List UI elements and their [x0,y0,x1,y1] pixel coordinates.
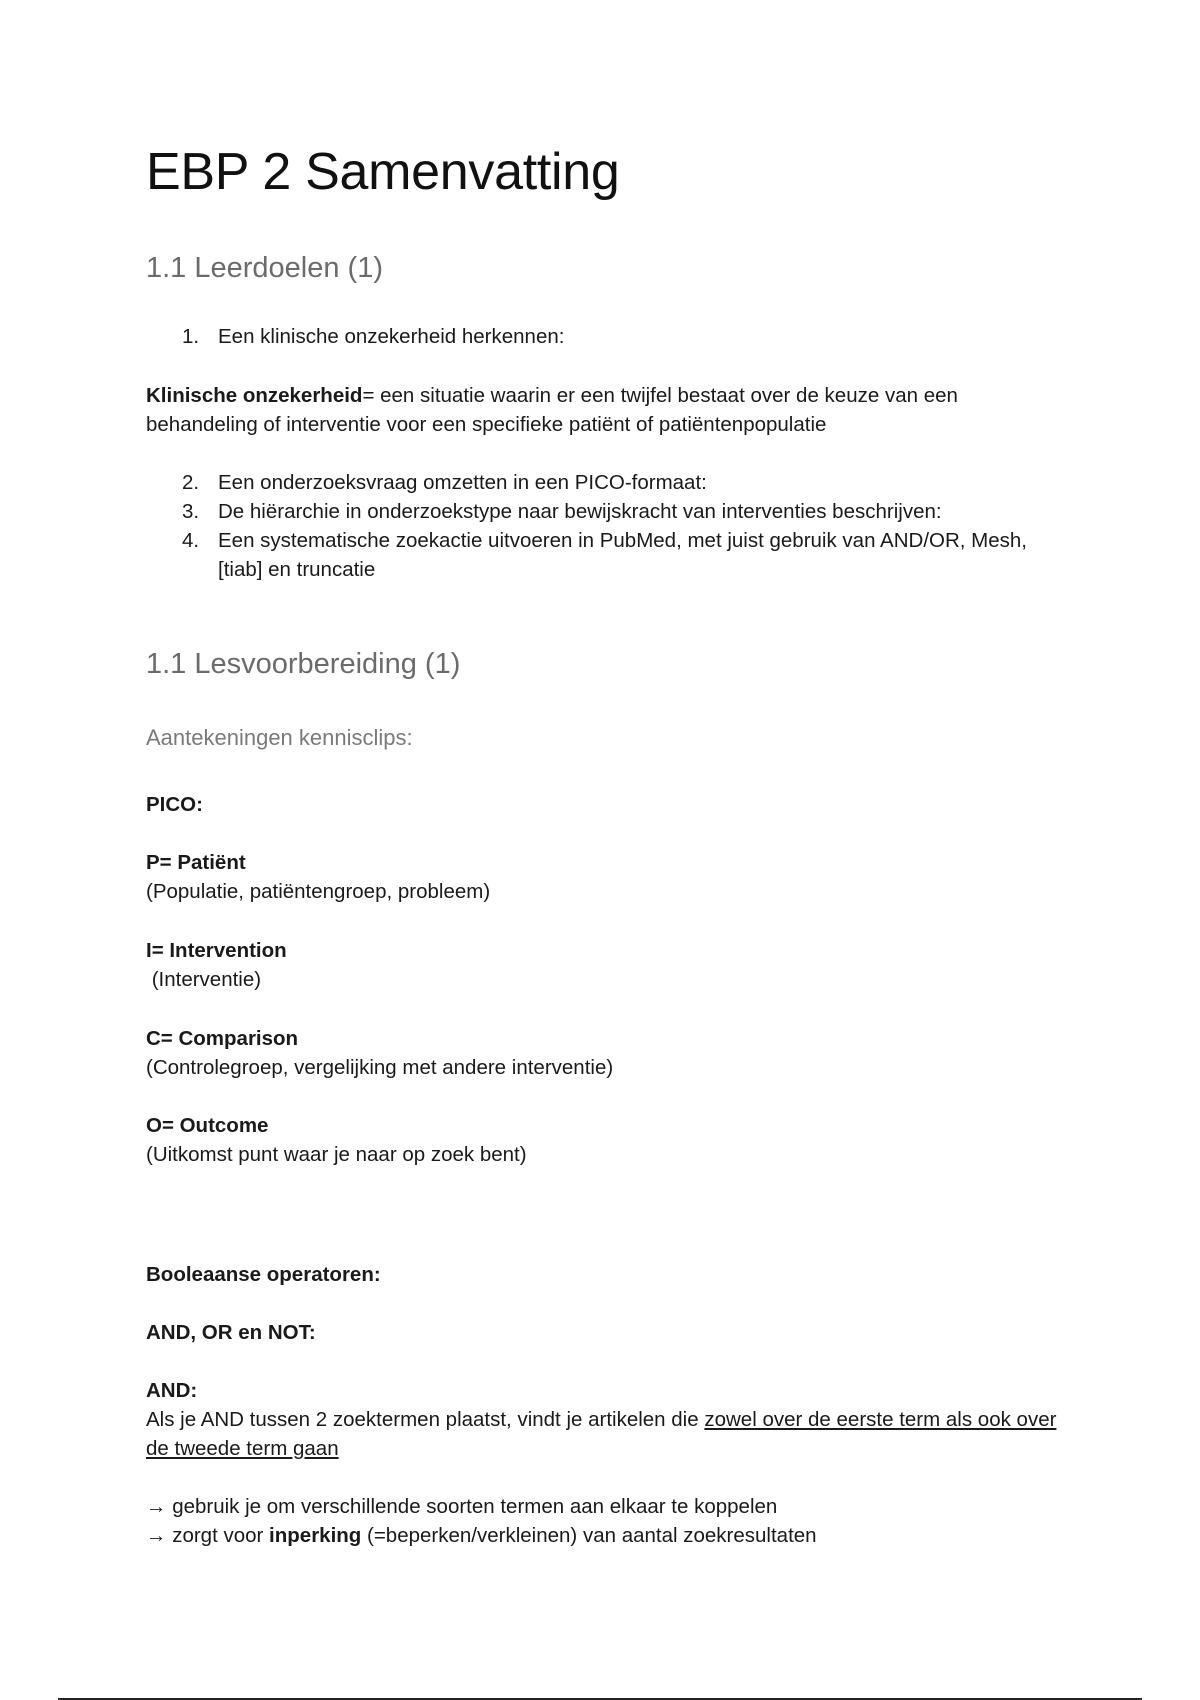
definition-paragraph [146,381,1066,439]
boolean-operators-label: Booleaanse operatoren: [146,1263,381,1286]
document-title: EBP 2 Samenvatting [146,143,620,201]
list-item [182,526,1066,584]
learning-goals-list-b [182,468,1066,584]
list-item-text: Een klinische onzekerheid herkennen: [218,325,565,348]
arrow-line-suffix: (=beperken/verkleinen) van aantal zoekresultaten [361,1524,817,1547]
definition-term: Klinische onzekerheid [146,384,363,407]
arrow-line-1 [146,1492,1066,1521]
list-item [182,322,564,351]
pico-item-desc: (Interventie) [146,968,262,991]
list-number: 1. [182,325,200,348]
list-item-text: Een systematische zoekactie uitvoeren in PubMed, met juist gebruik van AND/OR, Mesh, [tiab] en truncatie [218,529,1027,581]
subheading-kennisclips: Aantekeningen kennisclips: [146,725,413,750]
list-number: 2. [182,471,200,494]
operators-label: AND, OR en NOT: [146,1321,316,1344]
list-item-text: Een onderzoeksvraag omzetten in een PICO-formaat: [218,471,707,494]
pico-item-desc: (Uitkomst punt waar je naar op zoek bent) [146,1143,527,1166]
list-item [182,497,1066,526]
list-item-text: De hiërarchie in onderzoekstype naar bewijskracht van interventies beschrijven: [218,500,942,523]
pico-label: PICO: [146,793,203,816]
pico-item-label: C= Comparison [146,1027,299,1050]
arrow-line-prefix: → zorgt voor [146,1524,270,1547]
and-label: AND: [146,1379,198,1402]
list-number: 4. [182,529,200,552]
definition-text: = een situatie waarin er een twijfel bestaat over de keuze van een behandeling of interventie voor een specifieke patiënt of patiëntenpopulatie [146,384,958,436]
and-text-underlined: zowel over de eerste term als ook over de tweede term gaan [146,1408,1057,1460]
list-number: 3. [182,500,200,523]
section-heading-leerdoelen: 1.1 Leerdoelen (1) [146,252,383,284]
pico-item-label: P= Patiënt [146,851,246,874]
and-explanation [146,1405,1066,1463]
list-item [182,468,1066,497]
pico-item-desc: (Populatie, patiëntengroep, probleem) [146,880,491,903]
and-text: Als je AND tussen 2 zoektermen plaatst, vindt je artikelen die [146,1408,705,1431]
arrow-line-bold: inperking [269,1524,362,1547]
section-heading-lesvoorbereiding: 1.1 Lesvoorbereiding (1) [146,648,461,680]
pico-item-label: I= Intervention [146,939,287,962]
arrow-line-text: → gebruik je om verschillende soorten termen aan elkaar te koppelen [146,1495,778,1518]
arrow-line-2 [146,1521,1066,1550]
pico-item-desc: (Controlegroep, vergelijking met andere interventie) [146,1056,614,1079]
pico-item-label: O= Outcome [146,1114,269,1137]
learning-goals-list-a [182,322,564,351]
